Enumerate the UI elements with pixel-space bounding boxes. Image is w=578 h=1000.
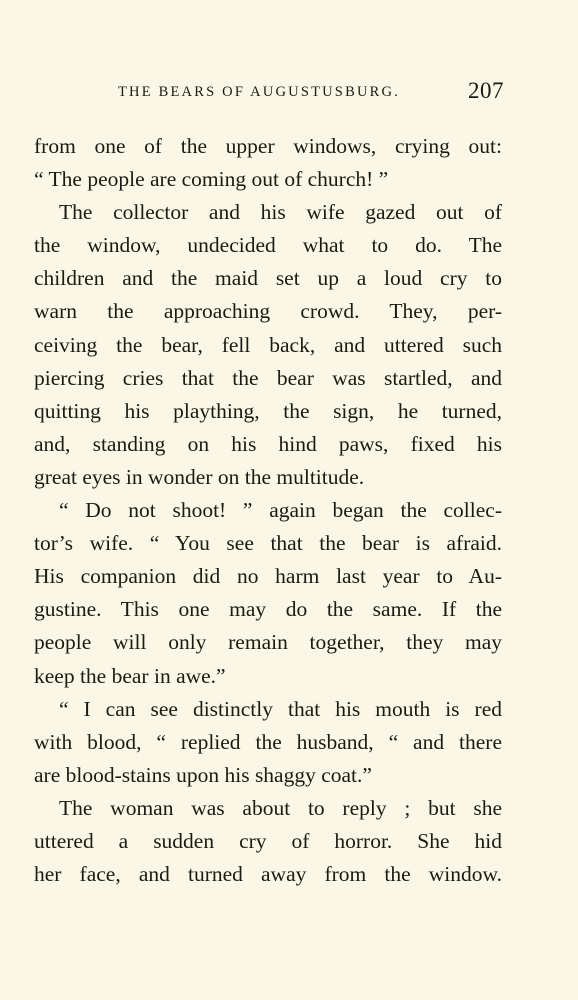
body-text [34,130,502,891]
text-line: “ I can see distinctly that his mouth is red [59,696,502,721]
text-line: and, standing on his hind paws, fixed his [34,431,502,456]
text-line: piercing cries that the bear was startled, and [34,365,502,390]
text-line: the window, undecided what to do. The [34,233,502,258]
text-line: tor’s wife. “ You see that the bear is afraid. [34,531,502,556]
text-line: from one of the upper windows, crying out: [34,134,502,158]
text-line: quitting his plaything, the sign, he turned, [34,398,502,423]
running-head: THE BEARS OF AUGUSTUSBURG. [118,84,400,100]
text-line: great eyes in wonder on the multitude. [34,464,365,489]
text-line: “ Do not shoot! ” again began the collec- [59,498,502,523]
text-line: uttered a sudden cry of horror. She hid [34,828,502,853]
text-line: with blood, “ replied the husband, “ and there [34,729,502,754]
text-line: her face, and turned away from the window. [34,862,502,887]
page-number: 207 [468,78,504,103]
text-line: ceiving the bear, fell back, and uttered such [34,332,502,357]
text-line: are blood-stains upon his shaggy coat.” [34,762,372,787]
text-line: The woman was about to reply ; but she [59,795,502,820]
text-line: “ The people are coming out of church! ” [34,167,389,192]
page-header [34,78,504,108]
text-line: warn the approaching crowd. They, per- [34,299,502,324]
text-line: His companion did no harm last year to Au- [34,564,502,589]
text-line: children and the maid set up a loud cry to [34,266,502,291]
text-line: The collector and his wife gazed out of [59,200,502,225]
text-line: gustine. This one may do the same. If the [34,597,502,622]
text-line: people will only remain together, they may [34,630,502,655]
text-line: keep the bear in awe.” [34,663,226,688]
